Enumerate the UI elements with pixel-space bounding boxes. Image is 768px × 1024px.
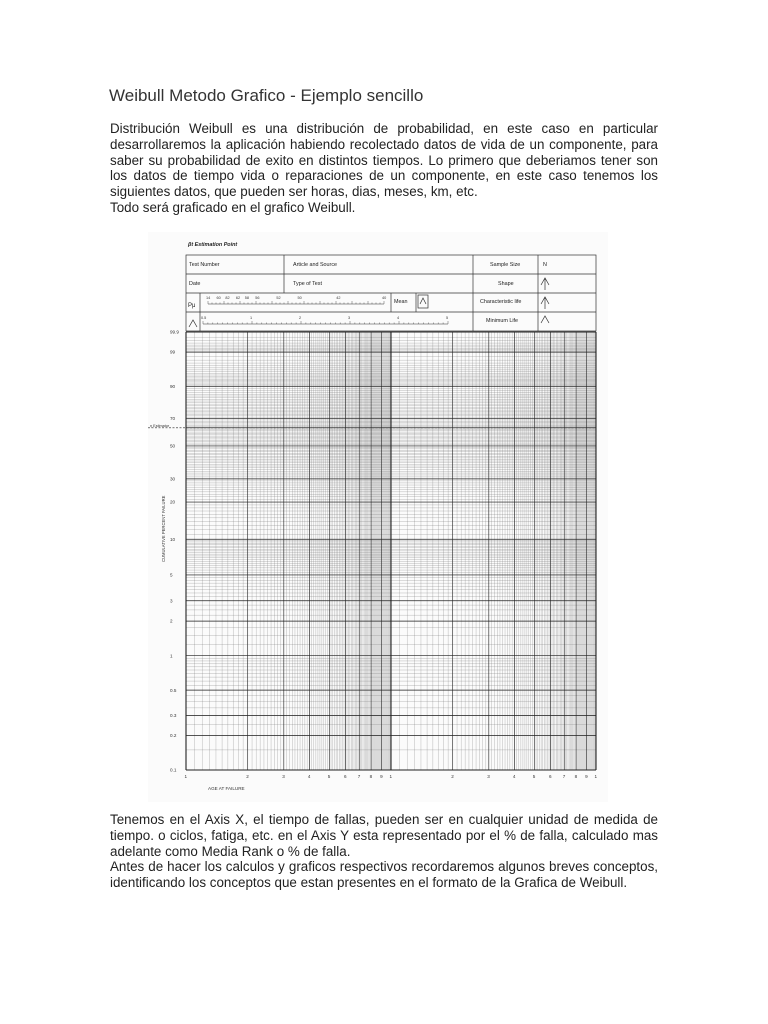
y-tick-label: 5 — [170, 572, 173, 578]
y-tick-label: 99 — [170, 349, 176, 355]
pu-scale-label: 52 — [276, 296, 281, 300]
intro-paragraph: Distribución Weibull es una distribución de probabilidad, en este caso en particular desarrollaremos la aplicación habiendo recolectado datos de vida de un componente, para saber su probabilidad de exito en distintos tiempos. Lo primero que deberiamos tener son los datos de tiempo vida o reparaciones de un componente, en este caso tenemos los siguientes datos, que pueden ser horas, dias, meses, km, etc. — [110, 121, 658, 200]
y-tick-label: 2 — [170, 618, 173, 624]
beta-scale-arrow-icon — [189, 320, 197, 327]
x-tick-label: 8 — [574, 774, 578, 779]
x-tick-label: 2 — [451, 774, 454, 779]
y-tick-label: 1 — [170, 653, 173, 659]
x-tick-label: 6 — [344, 774, 347, 779]
x-tick-label: 3 — [282, 774, 285, 779]
document-title: Weibull Metodo Grafico - Ejemplo sencillo — [109, 86, 424, 105]
test-number-field: Test Number — [189, 262, 220, 268]
x-tick-label: 8 — [369, 774, 373, 779]
pu-scale-label: 40 — [382, 296, 387, 300]
pu-label: Pμ — [188, 303, 196, 309]
axis-paragraph: Tenemos en el Axis X, el tiempo de fallas, pueden ser en cualquier unidad de medida de tiempo. o ciclos, fatiga, etc. en el Axis Y esta representado por el % de falla, calculado mas adelante como Media Rank o % de falla. — [110, 812, 658, 859]
x-axis-label: AGE AT FAILURE — [208, 786, 245, 791]
x-tick-label: 7 — [562, 774, 566, 779]
eta-estimator-label: η Estimator — [150, 424, 170, 428]
x-tick-label: 3 — [487, 774, 490, 779]
pu-scale-label: 82 — [225, 296, 230, 300]
pu-scale-label: 50 — [297, 296, 302, 300]
pu-scale-label: 42 — [336, 296, 341, 300]
eta-arrow-icon — [420, 298, 426, 304]
article-source-field: Article and Source — [293, 262, 338, 268]
y-tick-label: 0.1 — [170, 767, 177, 773]
sample-size-symbol: N — [543, 262, 547, 268]
y-tick-label: 0.5 — [170, 687, 177, 693]
beta-scale-label: 2 — [299, 316, 302, 320]
mean-field: Mean — [394, 299, 408, 305]
shape-field: Shape — [498, 281, 514, 287]
y-axis-label: CUMULATIVE PERCENT FAILURE — [161, 495, 166, 562]
x-tick-label: 9 — [380, 774, 383, 779]
y-tick-label: 20 — [170, 499, 176, 505]
y-tick-label: 90 — [170, 384, 176, 390]
weibull-paper-image — [148, 232, 608, 802]
intro-note: Todo será graficado en el grafico Weibull. — [110, 199, 356, 215]
pu-scale-label: 62 — [235, 296, 241, 300]
beta-arrow-icon — [541, 278, 549, 290]
x-tick-label: 1 — [594, 774, 598, 779]
type-of-test-field: Type of Test — [293, 281, 322, 287]
pu-scale-label: 14 — [206, 296, 211, 300]
x-tick-label: 5 — [532, 774, 536, 779]
x-tick-label: 2 — [246, 774, 249, 779]
corner-label: βt Estimation Point — [188, 242, 238, 248]
pu-scale-label: 56 — [255, 296, 260, 300]
axis-text — [110, 812, 658, 891]
x-tick-label: 1 — [184, 774, 188, 779]
beta-scale-label: 0.5 — [201, 316, 207, 320]
x-tick-label: 4 — [307, 774, 311, 779]
x-tick-label: 4 — [512, 774, 516, 779]
x-tick-label: 9 — [585, 774, 588, 779]
x-tick-label: 6 — [549, 774, 552, 779]
y-tick-label: 10 — [170, 536, 176, 542]
y-tick-label: 99.9 — [170, 329, 179, 335]
x-tick-label: 5 — [327, 774, 331, 779]
y-tick-label: 50 — [170, 443, 176, 449]
x-tick-label: 7 — [357, 774, 361, 779]
date-field: Date — [189, 281, 201, 287]
x-tick-label: 1 — [389, 774, 393, 779]
y-tick-label: 0.2 — [170, 733, 177, 739]
gamma-arrow-icon — [541, 316, 549, 323]
characteristic-life-field: Characteristic life — [480, 299, 522, 305]
pu-scale-label: 58 — [244, 296, 249, 300]
minimum-life-field: Minimum Life — [486, 318, 519, 324]
beta-scale-label: 1 — [250, 316, 253, 320]
y-tick-label: 70 — [170, 416, 176, 422]
beta-scale-label: 3 — [348, 316, 351, 320]
beta-scale-label: 4 — [397, 316, 400, 320]
y-tick-label: 30 — [170, 476, 176, 482]
y-tick-label: 3 — [170, 598, 173, 604]
concepts-paragraph: Antes de hacer los calculos y graficos respectivos recordaremos algunos breves conceptos, identificando los conceptos que estan presentes en el formato de la Grafica de Weibull. — [110, 859, 658, 891]
pu-scale-label: 60 — [216, 296, 221, 300]
y-tick-label: 0.3 — [170, 713, 177, 719]
intro-text — [110, 121, 658, 216]
sample-size-field: Sample Size — [490, 262, 521, 268]
beta-scale-label: 5 — [446, 316, 449, 320]
eta-hat-arrow-icon — [541, 297, 549, 309]
